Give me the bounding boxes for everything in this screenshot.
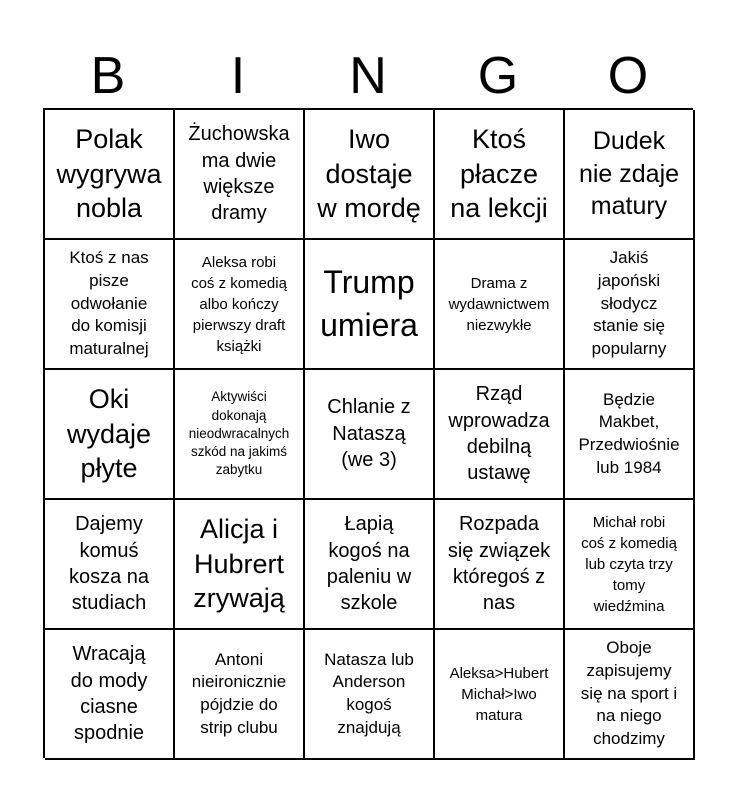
bingo-cell[interactable]: Będzie Makbet, Przedwiośnie lub 1984 bbox=[565, 370, 695, 500]
bingo-cell[interactable]: Dudek nie zdaje matury bbox=[565, 110, 695, 240]
bingo-cell[interactable]: Jakiś japoński słodycz stanie się popularny bbox=[565, 240, 695, 370]
bingo-cell[interactable]: Ktoś z nas pisze odwołanie do komisji maturalnej bbox=[45, 240, 175, 370]
bingo-cell[interactable]: Trump umiera bbox=[305, 240, 435, 370]
bingo-cell[interactable]: Iwo dostaje w mordę bbox=[305, 110, 435, 240]
bingo-cell[interactable]: Rząd wprowadza debilną ustawę bbox=[435, 370, 565, 500]
bingo-cell[interactable]: Drama z wydawnictwem niezwykłe bbox=[435, 240, 565, 370]
bingo-cell[interactable]: Żuchowska ma dwie większe dramy bbox=[175, 110, 305, 240]
header-letter-g: G bbox=[477, 47, 519, 105]
header-letter-b: B bbox=[90, 47, 126, 105]
bingo-cell[interactable]: Rozpada się związek któregoś z nas bbox=[435, 500, 565, 630]
header-letter-n: N bbox=[349, 47, 387, 105]
bingo-cell[interactable]: Aktywiści dokonają nieodwracalnych szkód na jakimś zabytku bbox=[175, 370, 305, 500]
bingo-cell[interactable]: Łapią kogoś na paleniu w szkole bbox=[305, 500, 435, 630]
bingo-cell[interactable]: Oki wydaje płyte bbox=[45, 370, 175, 500]
header-letter-i: I bbox=[230, 47, 246, 105]
bingo-cell[interactable]: Polak wygrywa nobla bbox=[45, 110, 175, 240]
bingo-cell[interactable]: Chlanie z Nataszą (we 3) bbox=[305, 370, 435, 500]
bingo-cell[interactable]: Aleksa>Hubert Michał>Iwo matura bbox=[435, 630, 565, 760]
bingo-cell[interactable]: Wracają do mody ciasne spodnie bbox=[45, 630, 175, 760]
bingo-cell[interactable]: Dajemy komuś kosza na studiach bbox=[45, 500, 175, 630]
bingo-cell[interactable]: Alicja i Hubrert zrywają bbox=[175, 500, 305, 630]
header-letter-o: O bbox=[607, 47, 649, 105]
bingo-header bbox=[43, 44, 693, 108]
bingo-cell[interactable]: Natasza lub Anderson kogoś znajdują bbox=[305, 630, 435, 760]
bingo-cell[interactable]: Aleksa robi coś z komedią albo kończy pierwszy draft książki bbox=[175, 240, 305, 370]
bingo-cell[interactable]: Oboje zapisujemy się na sport i na niego chodzimy bbox=[565, 630, 695, 760]
bingo-cell[interactable]: Antoni nieironicznie pójdzie do strip clubu bbox=[175, 630, 305, 760]
bingo-cell[interactable]: Ktoś płacze na lekcji bbox=[435, 110, 565, 240]
bingo-cell[interactable]: Michał robi coś z komedią lub czyta trzy tomy wiedźmina bbox=[565, 500, 695, 630]
bingo-grid bbox=[43, 108, 693, 758]
